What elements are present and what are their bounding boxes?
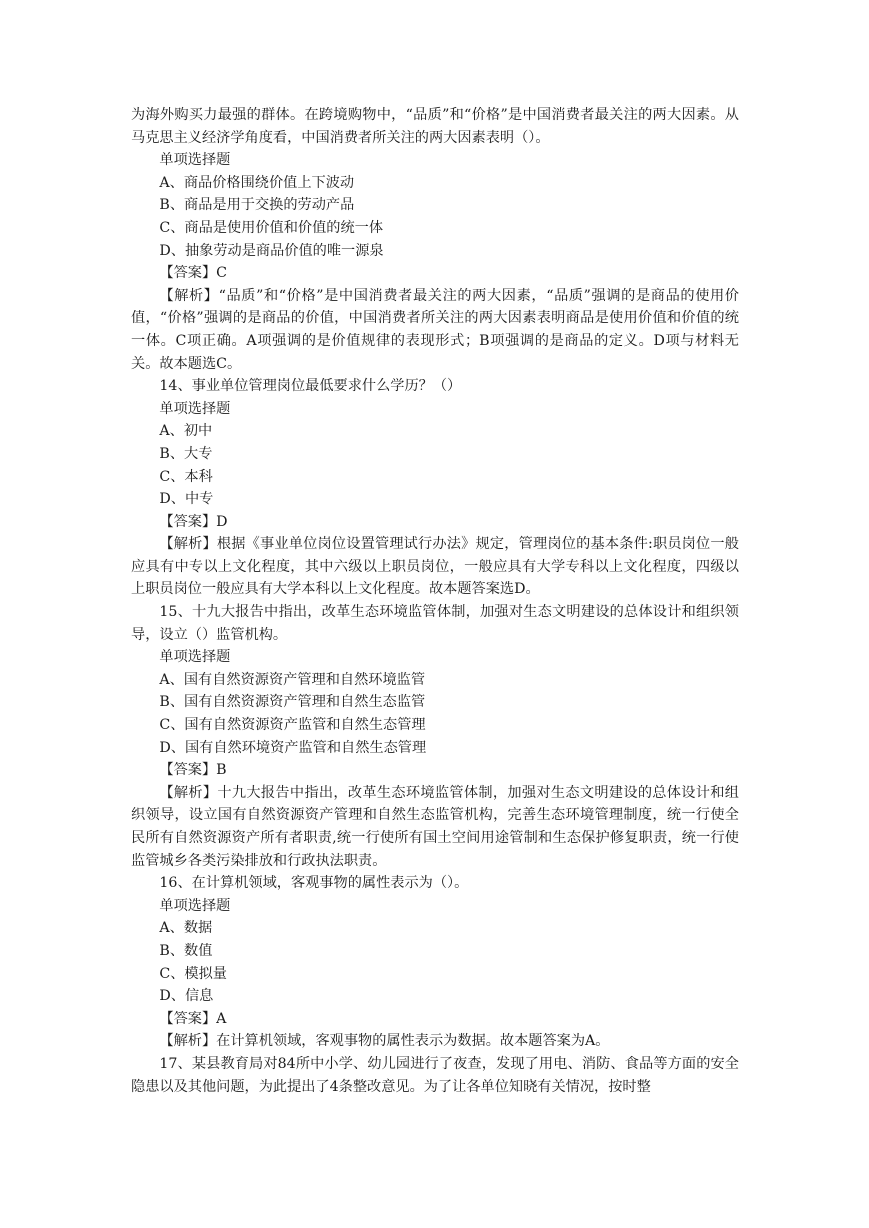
paragraph: 【解析】十九大报告中指出，改革生态环境监管体制，加强对生态文明建设的总体设计和组织领导，设立国有自然资源资产管理和自然生态监管机构，完善生态环境管理制度，统一行使全民所有自然资源资产所有者职责,统一行使所有国土空间用途管制和生态保护修复职责，统一行使监管城乡各类污染排放和行政执法职责。 xyxy=(131,784,739,869)
text-line: 【答案】B xyxy=(159,762,227,779)
text-line: 单项选择题 xyxy=(159,152,231,169)
text-line: A、商品价格围绕价值上下波动 xyxy=(159,174,355,191)
text-line: D、信息 xyxy=(159,988,214,1005)
text-line: D、中专 xyxy=(159,491,214,508)
document-body xyxy=(131,104,739,1098)
text-line: 【答案】C xyxy=(159,265,227,282)
text-line: 【答案】A xyxy=(159,1010,227,1027)
paragraph: 【解析】根据《事业单位岗位设置管理试行办法》规定，管理岗位的基本条件:职员岗位一般应具有中专以上文化程度，其中六级以上职员岗位，一般应具有大学专科以上文化程度，四级以上职员岗位一般应具有大学本科以上文化程度。故本题答案选D。 xyxy=(131,536,739,598)
text-line: 【答案】D xyxy=(159,513,228,530)
text-line: C、国有自然资源资产监管和自然生态管理 xyxy=(159,717,426,734)
text-line: B、商品是用于交换的劳动产品 xyxy=(159,197,355,214)
text-line: C、本科 xyxy=(159,468,213,485)
text-line: D、国有自然环境资产监管和自然生态管理 xyxy=(159,739,427,756)
paragraph: 17、某县教育局对84所中小学、幼儿园进行了夜查，发现了用电、消防、食品等方面的安全隐患以及其他问题，为此提出了4条整改意见。为了让各单位知晓有关情况，按时整 xyxy=(131,1055,739,1095)
text-line: 单项选择题 xyxy=(159,897,231,914)
text-line: A、国有自然资源资产管理和自然环境监管 xyxy=(159,671,426,688)
text-line: D、抽象劳动是商品价值的唯一源泉 xyxy=(159,242,384,259)
text-line: 单项选择题 xyxy=(159,649,231,666)
paragraph: 15、十九大报告中指出，改革生态环境监管体制，加强对生态文明建设的总体设计和组织领导，设立（）监管机构。 xyxy=(131,604,739,643)
text-line: B、数值 xyxy=(159,942,213,959)
text-line: 单项选择题 xyxy=(159,400,231,417)
text-line: B、大专 xyxy=(159,445,213,462)
text-line: C、模拟量 xyxy=(159,965,227,982)
text-line: A、初中 xyxy=(159,423,213,440)
paragraph: 【解析】“品质”和“价格”是中国消费者最关注的两大因素，“品质”强调的是商品的使用价值，“价格”强调的是商品的价值，中国消费者所关注的两大因素表明商品是使用价值和价值的统一体。C项正确。A项强调的是价值规律的表现形式；B项强调的是商品的定义。D项与材料无关。故本题选C。 xyxy=(131,287,739,372)
text-line: B、国有自然资源资产管理和自然生态监管 xyxy=(159,694,426,711)
text-line: C、商品是使用价值和价值的统一体 xyxy=(159,219,384,236)
text-line: 14、事业单位管理岗位最低要求什么学历？（） xyxy=(159,378,462,395)
text-line: A、数据 xyxy=(159,920,213,937)
paragraph: 为海外购买力最强的群体。在跨境购物中，“品质”和“价格”是中国消费者最关注的两大因素。从马克思主义经济学角度看，中国消费者所关注的两大因素表明（）。 xyxy=(131,107,739,146)
text-line: 【解析】在计算机领域，客观事物的属性表示为数据。故本题答案为A。 xyxy=(159,1033,610,1050)
text-line: 16、在计算机领域，客观事物的属性表示为（）。 xyxy=(159,875,469,892)
